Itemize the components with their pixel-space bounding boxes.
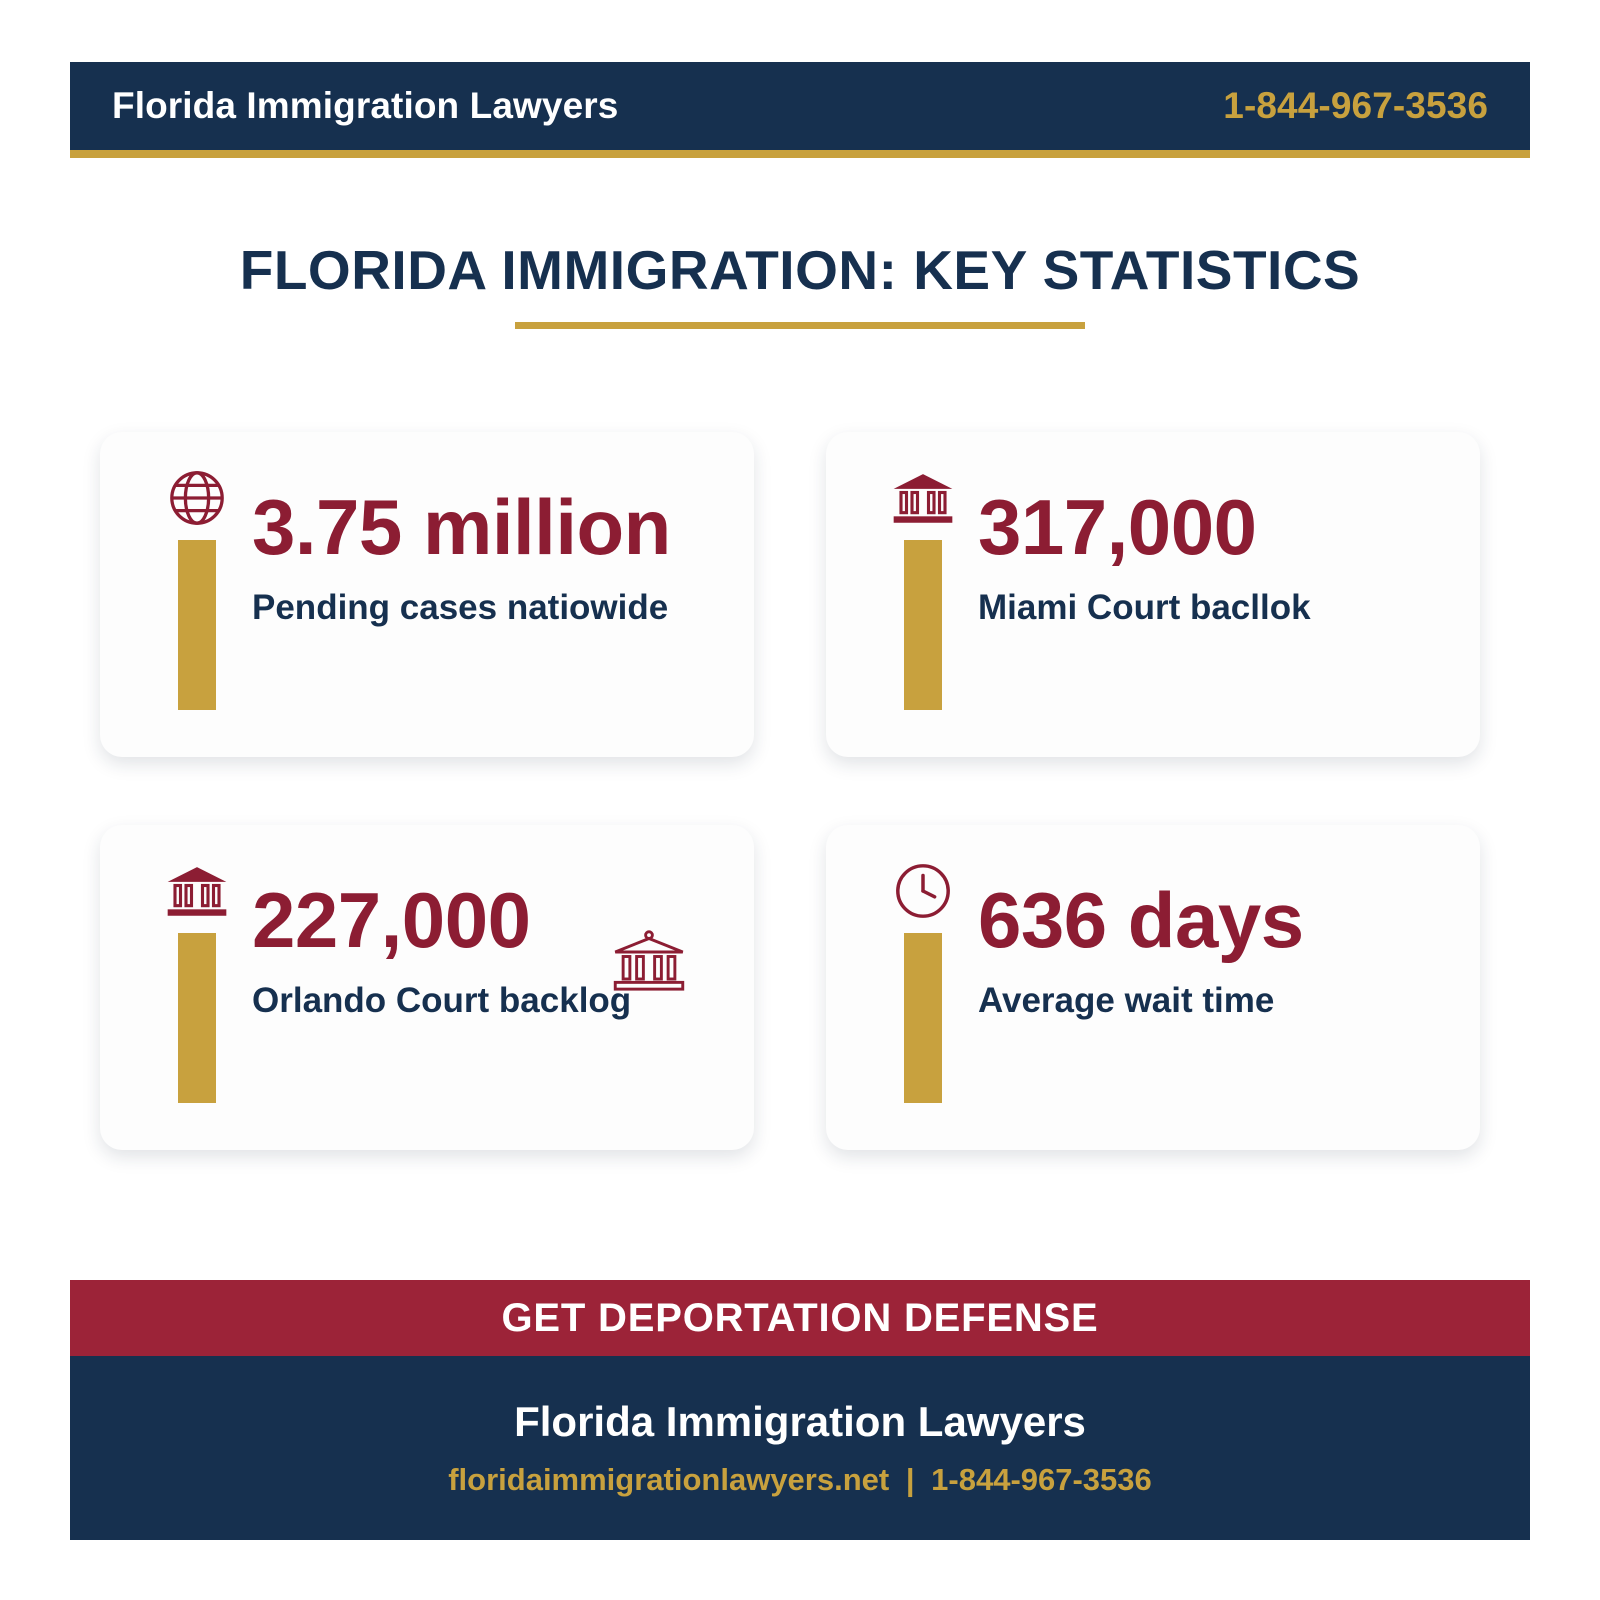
accent-bar [904,540,942,710]
header-divider [70,150,1530,158]
cta-text: GET DEPORTATION DEFENSE [501,1295,1099,1340]
footer-bar [70,1356,1530,1540]
stat-label: Average wait time [978,981,1275,1020]
stat-card [100,825,754,1150]
stat-value: 317,000 [978,483,1257,571]
header-bar [70,62,1530,150]
accent-bar [904,933,942,1103]
brand-name: Florida Immigration Lawyers [112,85,619,126]
courthouse-icon [890,462,956,534]
footer-firm-name: Florida Immigration Lawyers [514,1398,1086,1445]
stat-label: Orlando Court backlog [252,981,632,1020]
footer-website[interactable]: floridaimmigrationlawyers.net [448,1462,890,1497]
stat-card [826,825,1480,1150]
stat-card [826,432,1480,757]
accent-bar [178,933,216,1103]
stats-grid [100,432,1500,1150]
stat-label: Pending cases natiowide [252,588,669,627]
globe-icon [166,462,228,534]
clock-icon [892,855,954,927]
footer-separator: | [905,1462,915,1497]
stat-card [100,432,754,757]
stat-value: 227,000 [252,876,531,964]
title-underline [515,322,1085,329]
header-phone[interactable]: 1-844-967-3536 [1223,85,1488,126]
footer-contact-line [448,1462,1152,1498]
stat-value: 3.75 million [252,483,671,571]
accent-bar [178,540,216,710]
stat-label: Miami Court bacllok [978,588,1311,627]
cta-banner[interactable] [70,1280,1530,1356]
courthouse-icon [608,925,690,1002]
footer-phone[interactable]: 1-844-967-3536 [931,1462,1152,1497]
courthouse-icon [164,855,230,927]
stat-value: 636 days [978,876,1304,964]
page-title: FLORIDA IMMIGRATION: KEY STATISTICS [239,239,1361,301]
